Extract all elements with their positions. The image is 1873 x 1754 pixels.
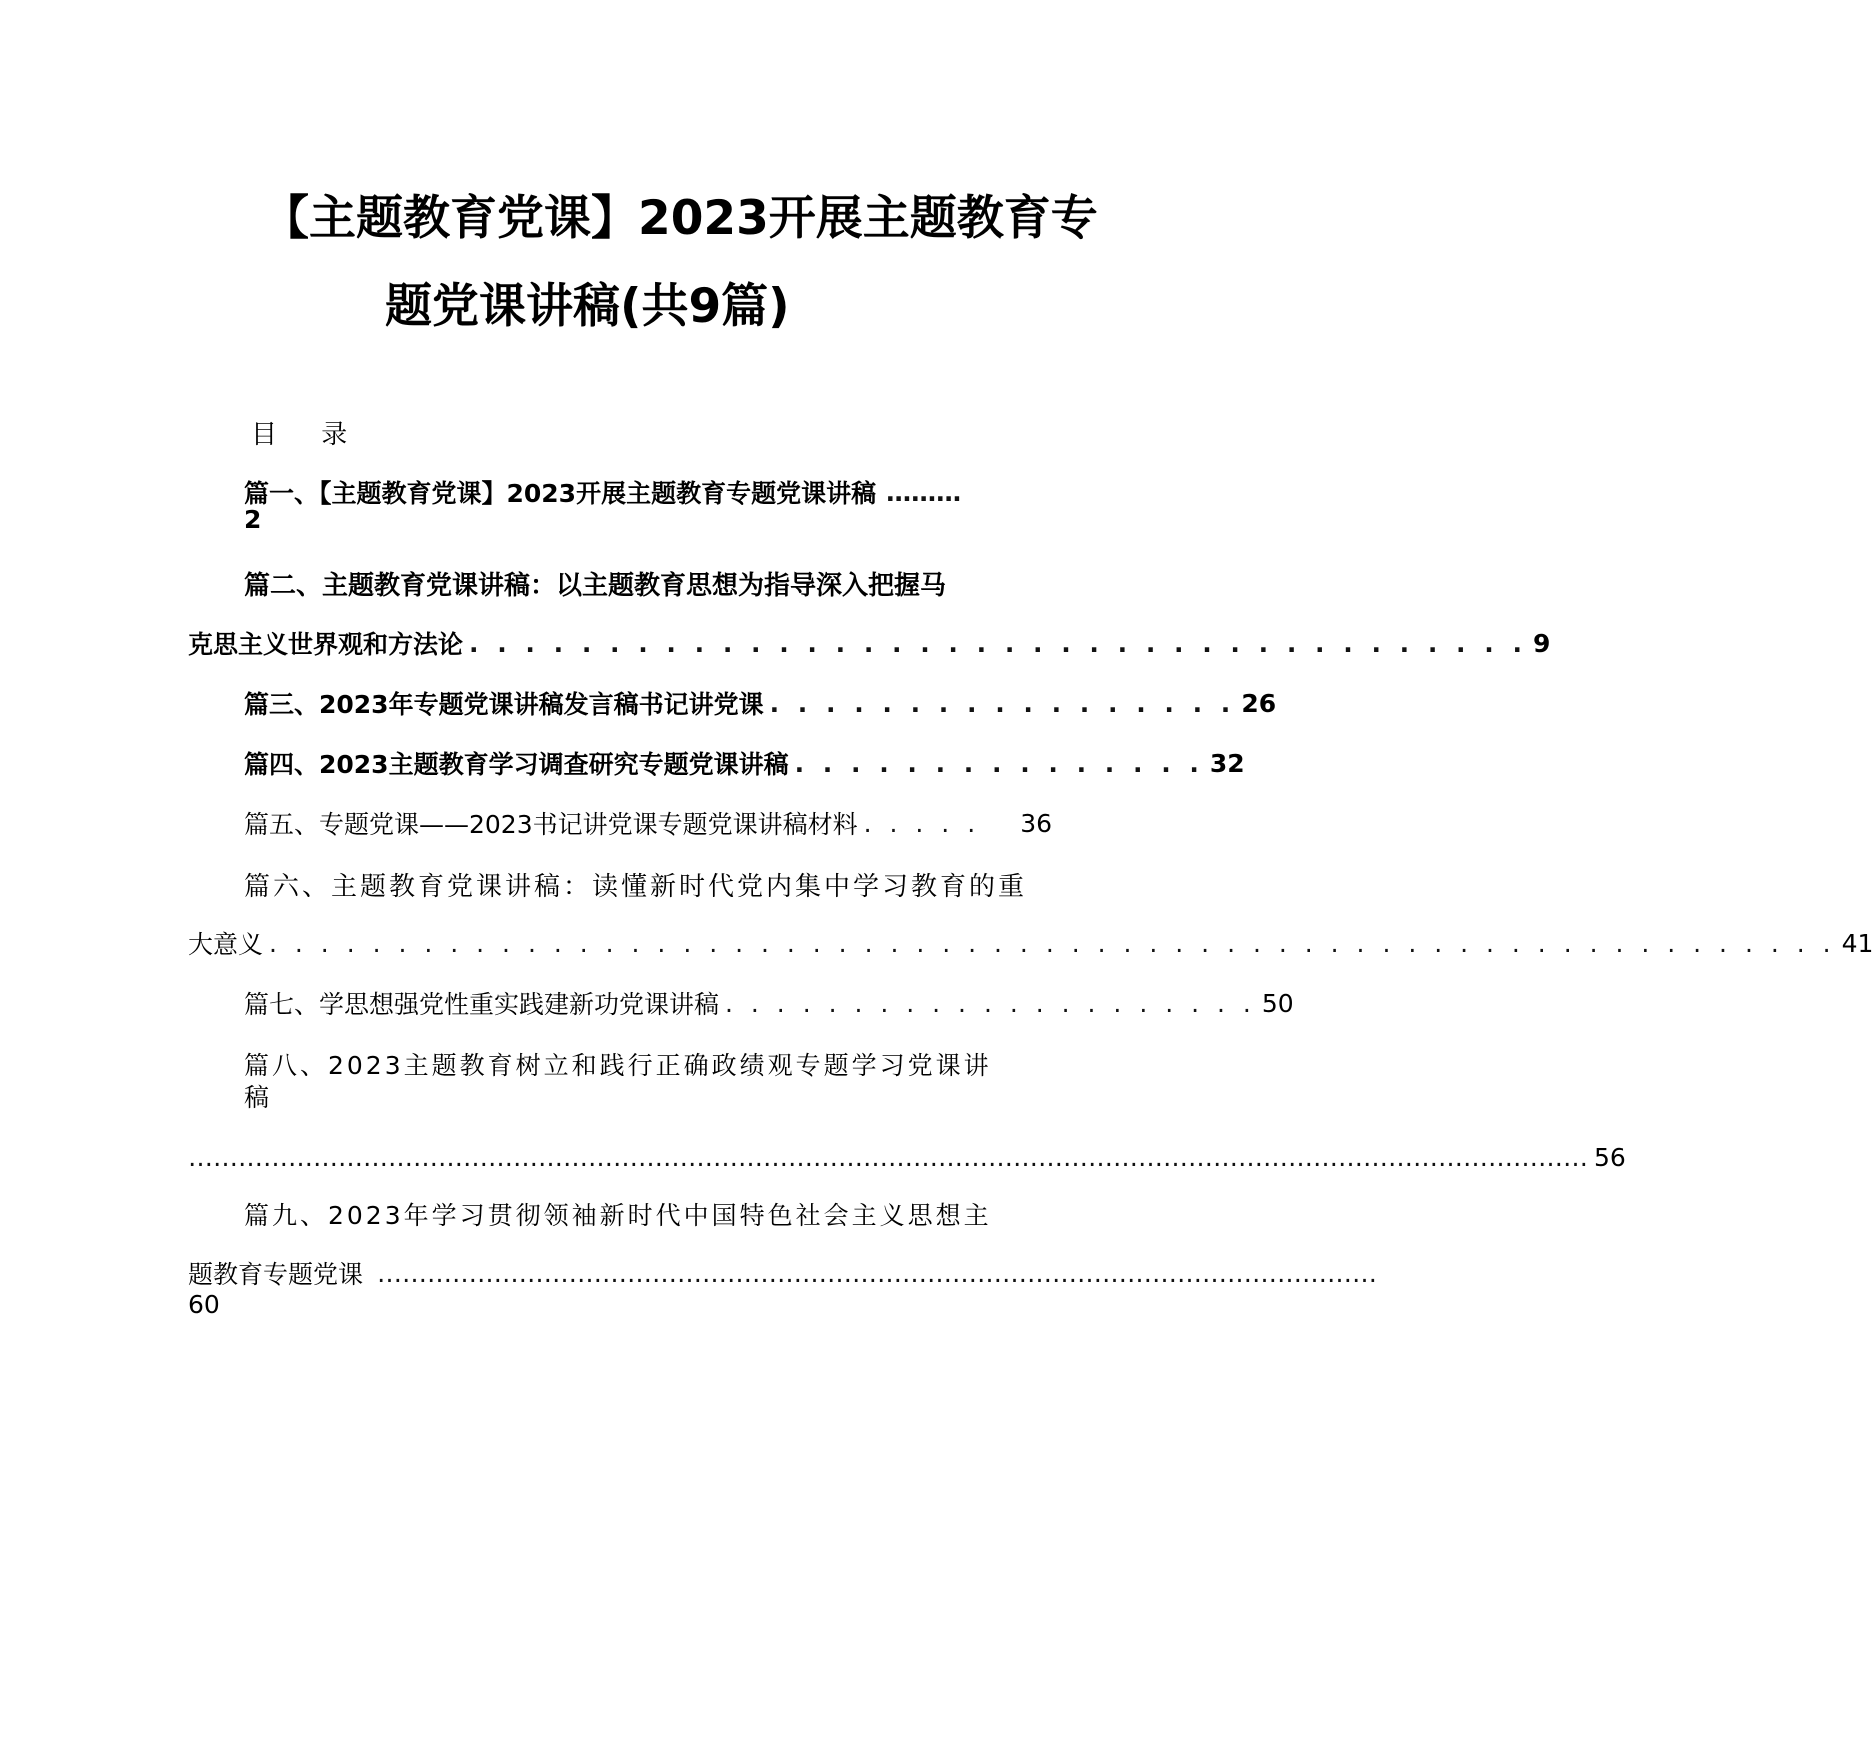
toc-entry-9[interactable] bbox=[188, 1256, 1378, 1290]
toc-entry-1-title: 篇一、【主题教育党课】2023开展主题教育专题党课讲稿 bbox=[244, 479, 877, 508]
toc-entry-8-leader: …………………………………………………………………………………………………………………………………………………… bbox=[188, 1142, 1588, 1172]
toc-entry-6-page: 41 bbox=[1841, 928, 1873, 958]
toc-entry-5[interactable] bbox=[244, 806, 1052, 840]
toc-entry-8-page: 56 bbox=[1594, 1142, 1626, 1172]
toc-entry-2-leader: . . . . . . . . . . . . . . . . . . . . . . . . . . . . . . . . . . . . . . bbox=[469, 628, 1527, 658]
toc-entry-7-page: 50 bbox=[1261, 988, 1294, 1018]
document-title-line-1: 【主题教育党课】2023开展主题教育专 bbox=[262, 191, 1098, 246]
toc-entry-8-title-cont: 稿 bbox=[244, 1083, 270, 1112]
toc-entry-4-page: 32 bbox=[1209, 748, 1245, 778]
toc-entry-9-page: 60 bbox=[188, 1290, 220, 1319]
toc-entry-2-title-cont: 克思主义世界观和方法论 bbox=[188, 630, 464, 659]
toc-entry-8-title[interactable]: 篇八、2023主题教育树立和践行正确政绩观专题学习党课讲 bbox=[244, 1051, 992, 1080]
toc-entry-9-leader: ………………………………………………………………………………………………………… bbox=[377, 1258, 1378, 1288]
toc-entry-3-title: 篇三、2023年专题党课讲稿发言稿书记讲党课 bbox=[244, 690, 764, 719]
toc-entry-4-title: 篇四、2023主题教育学习调查研究专题党课讲稿 bbox=[244, 750, 789, 779]
toc-entry-3-page: 26 bbox=[1241, 688, 1277, 718]
toc-heading: 目 录 bbox=[251, 420, 366, 450]
toc-entry-7-leader: . . . . . . . . . . . . . . . . . . . . . bbox=[725, 988, 1256, 1018]
toc-entry-3[interactable] bbox=[244, 686, 1277, 720]
toc-entry-6-leader: . . . . . . . . . . . . . . . . . . . . . . . . . . . . . . . . . . . . . . . . . . . . . . . . . . . . . . . . . . . . . bbox=[269, 928, 1836, 958]
toc-entry-6-title-cont: 大意义 bbox=[188, 930, 264, 959]
toc-entry-1-page: 2 bbox=[244, 505, 262, 534]
toc-entry-9-title-cont: 题教育专题党课 bbox=[188, 1260, 364, 1289]
toc-entry-5-leader: . . . . . bbox=[863, 808, 981, 838]
toc-entry-7[interactable] bbox=[244, 986, 1294, 1020]
toc-entry-2[interactable] bbox=[188, 626, 1551, 660]
toc-entry-5-page: 36 bbox=[1020, 808, 1052, 838]
toc-entry-2-page: 9 bbox=[1532, 628, 1551, 658]
toc-entry-1-leader: ……… bbox=[886, 477, 962, 507]
toc-entry-4-leader: . . . . . . . . . . . . . . . bbox=[794, 748, 1204, 778]
toc-entry-7-title: 篇七、学思想强党性重实践建新功党课讲稿 bbox=[244, 990, 720, 1019]
toc-entry-6-title[interactable]: 篇六、主题教育党课讲稿：读懂新时代党内集中学习教育的重 bbox=[244, 872, 1028, 902]
toc-entry-9-title[interactable]: 篇九、2023年学习贯彻领袖新时代中国特色社会主义思想主 bbox=[244, 1201, 992, 1230]
toc-entry-2-title[interactable]: 篇二、主题教育党课讲稿：以主题教育思想为指导深入把握马 bbox=[244, 571, 947, 601]
toc-entry-4[interactable] bbox=[244, 746, 1245, 780]
toc-entry-8[interactable] bbox=[188, 1140, 1626, 1174]
toc-entry-1[interactable] bbox=[244, 475, 1044, 509]
toc-entry-6[interactable] bbox=[188, 926, 1873, 960]
toc-entry-5-title: 篇五、专题党课——2023书记讲党课专题党课讲稿材料 bbox=[244, 810, 858, 839]
toc-entry-3-leader: . . . . . . . . . . . . . . . . . bbox=[769, 688, 1236, 718]
document-title-line-2: 题党课讲稿(共9篇) bbox=[385, 279, 790, 334]
